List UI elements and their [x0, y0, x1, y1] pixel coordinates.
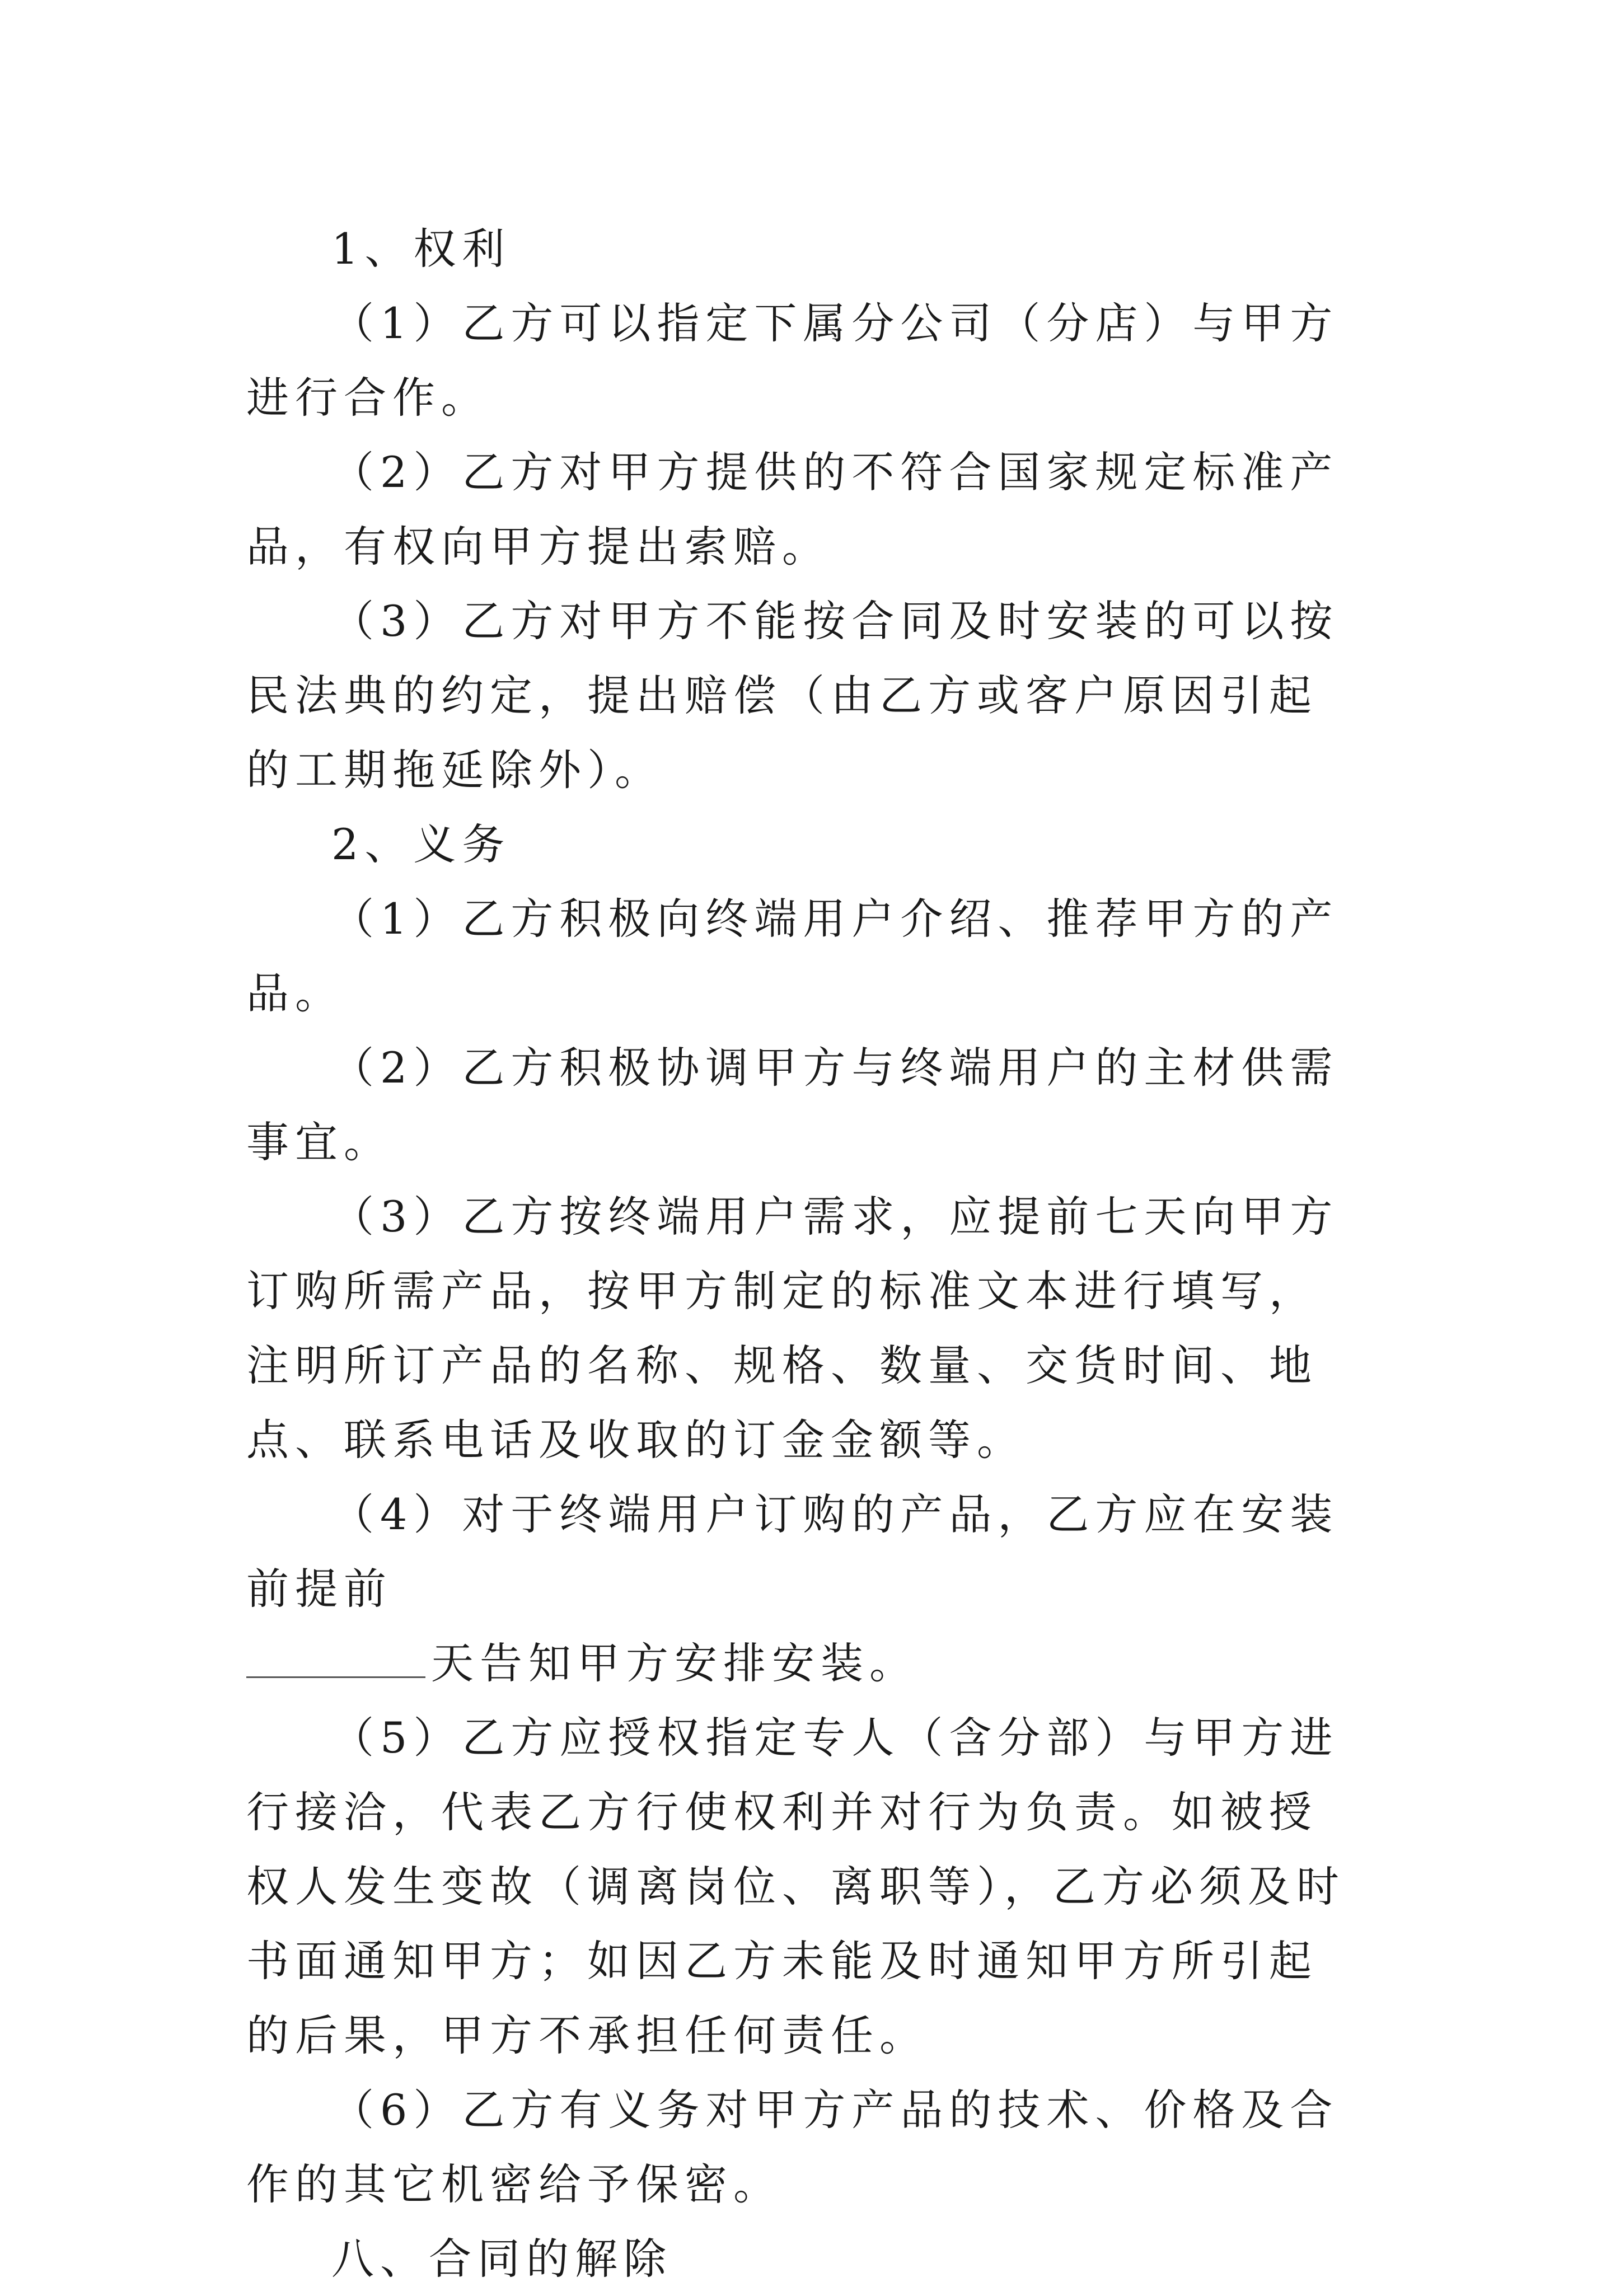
rights-item-2: （2）乙方对甲方提供的不符合国家规定标准产品，有权向甲方提出索赔。: [246, 447, 1339, 571]
rights-heading: 1、权利: [331, 224, 511, 274]
duties-item-4-tail: 天告知甲方安排安装。: [431, 1638, 918, 1688]
duties-heading: 2、义务: [331, 819, 511, 869]
duties-item-5: （5）乙方应授权指定专人（含分部）与甲方进行接洽，代表乙方行使权利并对行为负责。如被授权人发生变故（调离岗位、离职等），乙方必须及时书面通知甲方；如因乙方未能及时通知甲方所引起的后果，甲方不承担任何责任。: [246, 1713, 1345, 2060]
rights-item-1: （1）乙方可以指定下属分公司（分店）与甲方进行合作。: [246, 298, 1339, 423]
section-8-heading: 八、合同的解除: [331, 2234, 672, 2284]
document-body: [246, 212, 1366, 2296]
duties-item-1: （1）乙方积极向终端用户介绍、推荐甲方的产品。: [246, 894, 1339, 1018]
duties-item-6: （6）乙方有义务对甲方产品的技术、价格及合作的其它机密给予保密。: [246, 2085, 1339, 2209]
duties-item-3: （3）乙方按终端用户需求，应提前七天向甲方订购所需产品，按甲方制定的标准文本进行填写，注明所订产品的名称、规格、数量、交货时间、地点、联系电话及收取的订金金额等。: [246, 1192, 1339, 1465]
fill-in-blank: [246, 1632, 425, 1678]
duties-item-2: （2）乙方积极协调甲方与终端用户的主材供需事宜。: [246, 1043, 1339, 1167]
rights-item-3: （3）乙方对甲方不能按合同及时安装的可以按民法典的约定，提出赔偿（由乙方或客户原因引起的工期拖延除外）。: [246, 596, 1339, 795]
duties-item-4-line-2: [246, 1626, 1366, 1700]
duties-item-4-line-1: （4）对于终端用户订购的产品，乙方应在安装前提前: [246, 1489, 1339, 1614]
